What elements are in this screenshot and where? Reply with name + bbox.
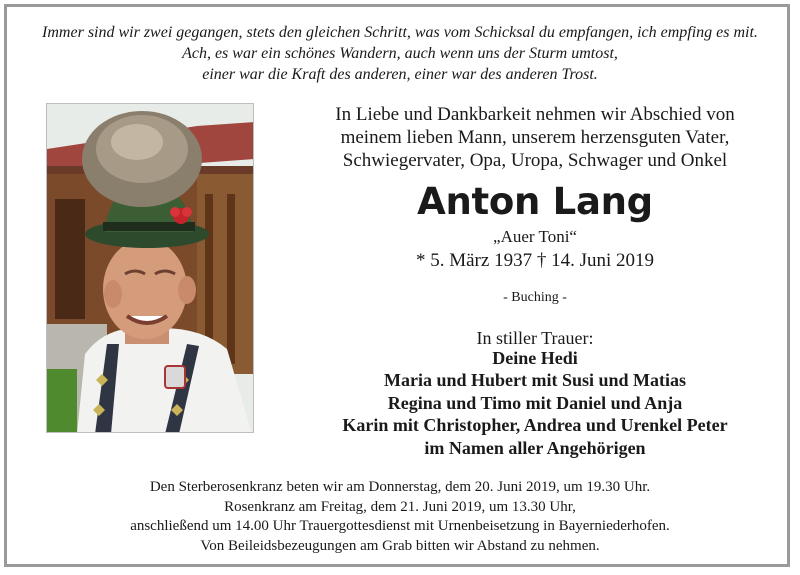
mourner-entry: Karin mit Christopher, Andrea und Urenkel Peter [342,415,728,436]
mourners-list [270,347,800,459]
poem-line: einer war die Kraft des anderen, einer war des anderen Trost. [202,66,598,83]
mourner-entry: im Namen aller Angehörigen [424,437,646,458]
footer-line: Von Beileidsbezeugungen am Grab bitten wir Abstand zu nehmen. [200,537,600,554]
footer-line: Den Sterberosenkranz beten wir am Donnerstag, dem 20. Juni 2019, um 19.30 Uhr. [149,479,651,495]
poem-line: Ach, es war ein schönes Wandern, auch wenn uns der Sturm umtost, [182,45,618,62]
hometown: - Buching - [503,290,567,305]
footer-line: anschließend um 14.00 Uhr Trauergottesdienst mit Urnenbeisetzung in Bayerniederhofen. [130,518,670,534]
deceased-nickname: „Auer Toni“ [493,227,577,246]
mourner-entry: Deine Hedi [492,348,578,368]
deceased-name: Anton Lang [417,180,653,223]
portrait-photo [46,103,254,433]
footer-line: Rosenkranz am Freitag, dem 21. Juni 2019, um 13.30 Uhr, [224,498,576,515]
intro-line: meinem lieben Mann, unserem herzensguten Vater, [340,127,730,148]
mourner-entry: Maria und Hubert mit Susi und Matias [383,370,687,391]
intro-line: Schwiegervater, Opa, Uropa, Schwager und Onkel [342,150,728,171]
birth-death-dates: * 5. März 1937 † 14. Juni 2019 [415,250,654,271]
intro-line: In Liebe und Dankbarkeit nehmen wir Abschied von [335,104,735,125]
intro-text [270,103,800,172]
mourner-entry: Regina und Timo mit Daniel und Anja [387,392,683,413]
mourning-heading: In stiller Trauer: [476,328,594,348]
service-details [0,478,800,556]
poem [0,22,800,85]
poem-line: Immer sind wir zwei gegangen, stets den gleichen Schritt, was vom Schicksal du empfangen, ich empfing es mit. [42,24,758,41]
